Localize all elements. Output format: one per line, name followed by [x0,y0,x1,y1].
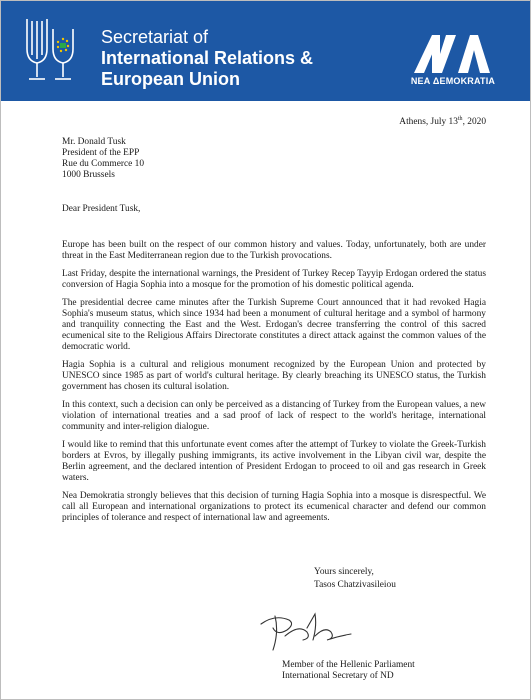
address-line: 1000 Brussels [62,170,115,180]
letterhead-title-line1: Secretariat of [101,27,209,47]
signatory-title: Member of the Hellenic Parliament [282,660,415,670]
nd-logo-text: NEA ΔΕΜΟΚRATIA [410,76,496,86]
letterhead-title-line2: International Relations & [101,48,314,68]
letterhead-title-line3: European Union [101,69,240,89]
nd-logo-icon [412,31,492,75]
paragraph: Nea Demokratia strongly believes that this decision of turning Hagia Sophia into a mosque is disrespectful. We call all European and international organizations to protect its ecumenical character and defend our common principles of tolerance and respect of international law and agreements. [62,491,486,523]
closing: Yours sincerely, [314,567,374,577]
date-suffix: , 2020 [462,117,486,127]
letter-date [399,117,486,128]
letterhead [1,1,530,101]
address-line: Rue du Commerce 10 [62,159,145,169]
paragraph: The presidential decree came minutes after the Turkish Supreme Court announced that it had revoked Hagia Sophia's museum status, which since 1934 had been a monument of cultural heritage and a symbol of harmony and tranquility connecting the East and the West. Erdogan's decree transferring the control of this sacred ecumenical site to the Religious Affairs Directorate constitutes a direct attack against the common values of the democratic world. [62,298,486,352]
recipient-address [62,137,144,181]
paragraph: I would like to remind that this unfortunate event comes after the attempt of Turkey to violate the Greek-Turkish borders at Evros, by illegally pushing immigrants, its active involvement in the Libyan civil war, despite the Berlin agreement, and the declared intention of President Erdogan to proceed to oil and gas research in Greek waters. [62,440,486,483]
salutation: Dear President Tusk, [62,204,141,214]
paragraph: In this context, such a decision can only be perceived as a distancing of Turkey from the European values, a new violation of international treaties and a sad proof of lack of respect to the world's heritage, international community and inter-religion dialogue. [62,400,486,432]
signature-icon [255,606,375,654]
paragraph: Last Friday, despite the international warnings, the President of Turkey Recep Tayyip Erdogan ordered the status conversion of Hagia Sophia into a mosque for the promotion of his domestic political agenda. [62,269,486,290]
date-prefix: Athens, July 13 [399,117,458,127]
closing-block [314,566,454,592]
address-line: President of the EPP [62,148,140,158]
signatory-titles [282,660,482,682]
paragraph: Europe has been built on the respect of our common history and values. Today, unfortunately, both are under threat in the East Mediterranean region due to the Turkish provocations. [62,240,486,261]
letterhead-title [101,27,313,90]
signatory-title: International Secretary of ND [282,671,394,681]
address-line: Mr. Donald Tusk [62,137,126,147]
emblem-icon [23,15,79,85]
letter-paragraphs [62,240,486,531]
paragraph: Hagia Sophia is a cultural and religious monument recognized by the European Union and protected by UNESCO since 1985 as part of world's cultural heritage. By clearly breaching its UNESCO status, the Turkish government has chosen its cultural isolation. [62,360,486,392]
date-sup: th [457,115,463,122]
signatory-name: Tasos Chatzivasileiou [314,580,396,590]
